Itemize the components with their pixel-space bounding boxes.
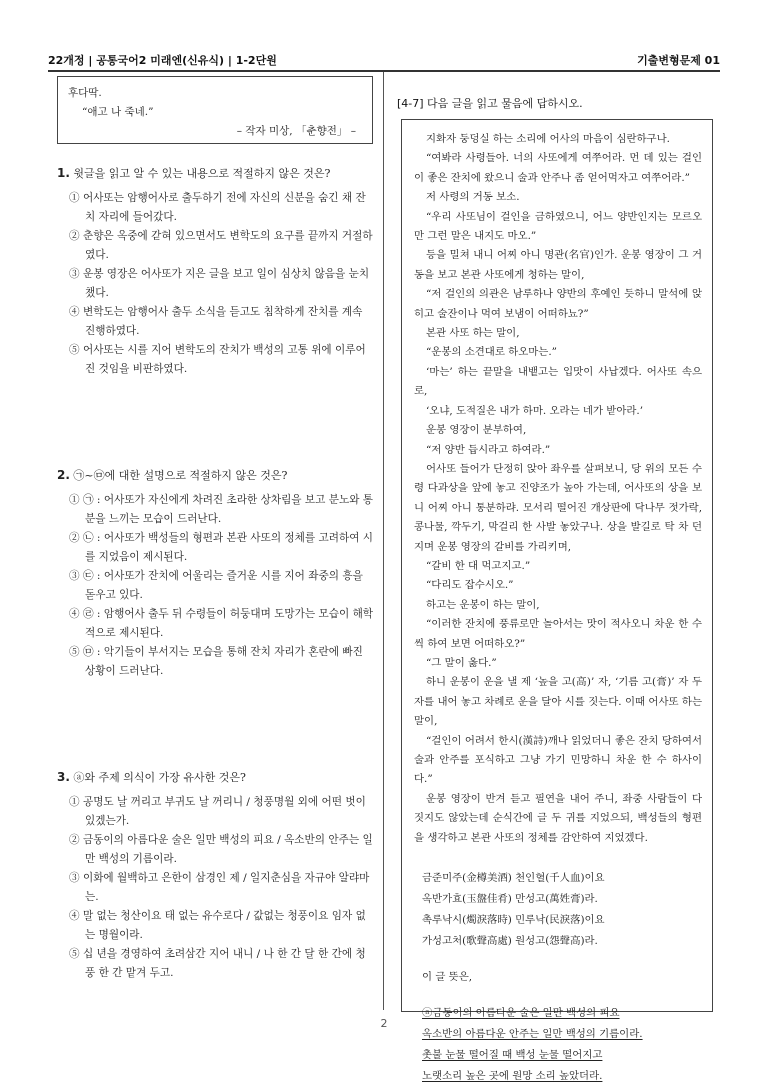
passage-paragraph: “우리 사또님이 걸인을 금하였으니, 어느 양반인지는 모르오만 그런 말은 내지도 마오.” — [414, 210, 702, 243]
passage-paragraph: 운봉 영장이 반겨 듣고 필연을 내어 주니, 좌중 사람들이 다 짓지도 않았는데 순식간에 글 두 귀를 지었으되, 백성들의 형편을 생각하고 본관 사또의 정체를 감안하여 지었겠다. — [414, 792, 702, 844]
answer-option[interactable]: ③ 이화에 월백하고 은한이 삼경인 제 / 일지춘심을 자규야 알랴마는. — [69, 872, 370, 903]
translation-line: 옥소반의 아름다운 안주는 일만 백성의 기름이라. — [422, 1028, 643, 1041]
translation-line: 노랫소리 높은 곳에 원망 소리 높았더라. — [422, 1070, 603, 1083]
passage-paragraph: “저 걸인의 의관은 남루하나 양반의 후예인 듯하니 말석에 앉히고 술잔이나 먹여 보냄이 어떠하뇨?” — [414, 288, 702, 320]
translation-line: ⓐ금동이의 아름다운 술은 일만 백성의 피요 — [422, 1007, 620, 1020]
answer-option[interactable]: ② ㉡ : 어사또가 백성들의 형편과 본관 사또의 정체를 고려하여 시를 지었음이 제시된다. — [69, 532, 374, 563]
column-divider — [383, 72, 384, 1010]
poem-translation — [414, 1003, 702, 1086]
translation-line: 촛불 눈물 떨어질 때 백성 눈물 떨어지고 — [422, 1049, 603, 1062]
question-3 — [57, 768, 375, 983]
question-1 — [57, 164, 375, 379]
passage-paragraph: 하고는 운봉이 하는 말이, — [426, 598, 540, 611]
question-stem — [57, 466, 375, 485]
poem-line: 금준미주(金樽美酒) 천인혈(千人血)이요 — [422, 872, 605, 885]
option-list — [57, 491, 375, 681]
passage-paragraph: 운봉 영장이 분부하여, — [426, 424, 527, 437]
question-number: 1. — [57, 166, 70, 180]
answer-option[interactable]: ⑤ 십 년을 경영하여 초려삼간 지어 내니 / 나 한 간 달 한 간에 청풍 한 간 맡겨 두고. — [69, 948, 366, 979]
header-divider — [48, 70, 720, 72]
answer-option[interactable]: ③ ㉢ : 어사또가 잔치에 어울리는 즐거운 시를 지어 좌중의 흥을 돋우고 있다. — [69, 570, 363, 601]
question-text: ㉠~㉤에 대한 설명으로 적절하지 않은 것은? — [73, 469, 288, 482]
poem-line: 옥반가효(玉盤佳肴) 만성고(萬姓膏)라. — [422, 893, 598, 906]
question-number: 3. — [57, 770, 70, 784]
answer-option[interactable]: ④ 말 없는 청산이요 태 없는 유수로다 / 값없는 청풍이요 임자 없는 명월이라. — [69, 910, 366, 941]
passage-paragraph: “갈비 한 대 먹고지고.” — [426, 559, 531, 572]
header-doc-title: 기출변형문제 01 — [637, 54, 720, 67]
passage-paragraph: “여봐라 사령들아. 너의 사또에게 여쭈어라. 먼 데 있는 걸인이 좋은 잔치에 왔으니 술과 안주나 좀 얻어먹자고 여쭈어라.” — [414, 152, 702, 184]
answer-option[interactable]: ③ 운봉 영장은 어사또가 지은 글을 보고 일이 심상치 않음을 눈치챘다. — [69, 268, 370, 299]
answer-option[interactable]: ④ ㉣ : 암행어사 출두 뒤 수령들이 허둥대며 도망가는 모습이 해학적으로 제시된다. — [69, 608, 374, 639]
quote-source: – 작자 미상, 「춘향전」 – — [236, 125, 356, 137]
poem-line: 촉루낙시(燭淚落時) 민루낙(民淚落)이요 — [422, 914, 605, 927]
hanshi-poem — [414, 868, 702, 952]
reading-passage — [401, 119, 713, 1083]
quote-line: “애고 나 죽네.” — [82, 106, 154, 118]
answer-option[interactable]: ② 금동이의 아름다운 술은 일만 백성의 피요 / 옥소반의 안주는 일만 백성의 기름이라. — [69, 834, 373, 865]
answer-option[interactable]: ② 춘향은 옥중에 갇혀 있으면서도 변학도의 요구를 끝까지 거절하였다. — [69, 230, 373, 261]
option-list — [57, 793, 375, 983]
answer-option[interactable]: ⑤ ㉤ : 악기들이 부서지는 모습을 통해 잔치 자리가 혼란에 빠진 상황이 드러난다. — [69, 646, 363, 677]
passage-paragraph: 저 사령의 거동 보소. — [426, 191, 520, 204]
answer-option[interactable]: ① ㉠ : 어사또가 자신에게 차려진 초라한 상차림을 보고 분노와 통분을 느끼는 모습이 드러난다. — [69, 494, 374, 525]
passage-paragraph: 하니 운봉이 운을 낼 제 ‘높을 고(高)’ 자, ‘기름 고(膏)’ 자 두 자를 내어 놓고 차례로 운을 달아 시를 짓는다. 이때 어사또 하는 말이, — [414, 676, 702, 728]
passage-paragraph: 등을 밀쳐 내니 어찌 아니 명관(名官)인가. 운봉 영장이 그 거동을 보고 본관 사또에게 청하는 말이, — [414, 249, 702, 281]
option-list — [57, 189, 375, 379]
passage-paragraph: “다리도 잡수시오.” — [426, 579, 514, 592]
answer-option[interactable]: ① 공명도 날 꺼리고 부귀도 날 꺼리니 / 청풍명월 외에 어떤 벗이 있겠는가. — [69, 796, 366, 827]
passage-paragraph: “걸인이 어려서 한시(漢詩)깨나 읽었더니 좋은 잔치 당하여서 술과 안주를 포식하고 그냥 가기 민망하니 차운 한 수 하사이다.” — [414, 734, 702, 786]
poem-line: 가성고처(歌聲高處) 원성고(怨聲高)라. — [422, 935, 598, 948]
passage-paragraph: ‘마는’ 하는 끝말을 내뱉고는 입맛이 사납겠다. 어사또 속으로, — [414, 365, 702, 398]
passage-instruction: [4-7] 다음 글을 읽고 물음에 답하시오. — [397, 97, 583, 110]
meaning-intro: 이 글 뜻은, — [422, 971, 473, 984]
question-text: ⓐ와 주제 의식이 가장 유사한 것은? — [73, 771, 246, 784]
passage-paragraph: ‘오냐, 도적질은 내가 하마. 오라는 네가 받아라.’ — [426, 404, 644, 417]
question-stem — [57, 768, 375, 787]
header-course-info: 22개정 | 공통국어2 미래엔(신유식) | 1-2단원 — [48, 54, 277, 67]
question-text: 윗글을 읽고 알 수 있는 내용으로 적절하지 않은 것은? — [73, 167, 331, 180]
quote-line: 후다딱. — [68, 87, 102, 99]
passage-paragraph: “이러한 잔치에 풍류로만 놀아서는 맛이 적사오니 차운 한 수씩 하여 보면 어떠하오?” — [414, 618, 702, 650]
question-2 — [57, 466, 375, 681]
passage-paragraph: 어사또 들어가 단정히 앉아 좌우를 살펴보니, 당 위의 모든 수령 다과상을 앞에 놓고 진양조가 높아 가는데, 어사또의 상을 보니 어찌 아니 통분하랴. 모서리 떨어진 개상판에 닥나무 젓가락, 콩나물, 깍두기, 막걸리 한 사발 놓았구나. 상을 발길로 탁 차 던지며 운봉 영장의 갈비를 가리키며, — [414, 462, 702, 553]
passage-paragraph: 본관 사또 하는 말이, — [426, 327, 520, 340]
answer-option[interactable]: ⑤ 어사또는 시를 지어 변학도의 잔치가 백성의 고통 위에 이루어진 것임을 비판하였다. — [69, 344, 366, 375]
answer-option[interactable]: ① 어사또는 암행어사로 출두하기 전에 자신의 신분을 숨긴 채 잔치 자리에 들어갔다. — [69, 192, 366, 223]
question-stem — [57, 164, 375, 183]
question-number: 2. — [57, 468, 70, 482]
passage-paragraph: 지화자 둥덩실 하는 소리에 어사의 마음이 심란하구나. — [426, 133, 670, 145]
page-number: 2 — [380, 1017, 388, 1030]
answer-option[interactable]: ④ 변학도는 암행어사 출두 소식을 듣고도 침착하게 잔치를 계속 진행하였다. — [69, 306, 363, 337]
passage-paragraph: “그 말이 옳다.” — [426, 656, 497, 669]
passage-paragraph: “저 양반 듭시라고 하여라.” — [426, 443, 551, 456]
passage-paragraph: “운봉의 소견대로 하오마는.” — [426, 346, 557, 359]
previous-passage-ending — [57, 76, 373, 144]
page-header — [48, 52, 720, 72]
